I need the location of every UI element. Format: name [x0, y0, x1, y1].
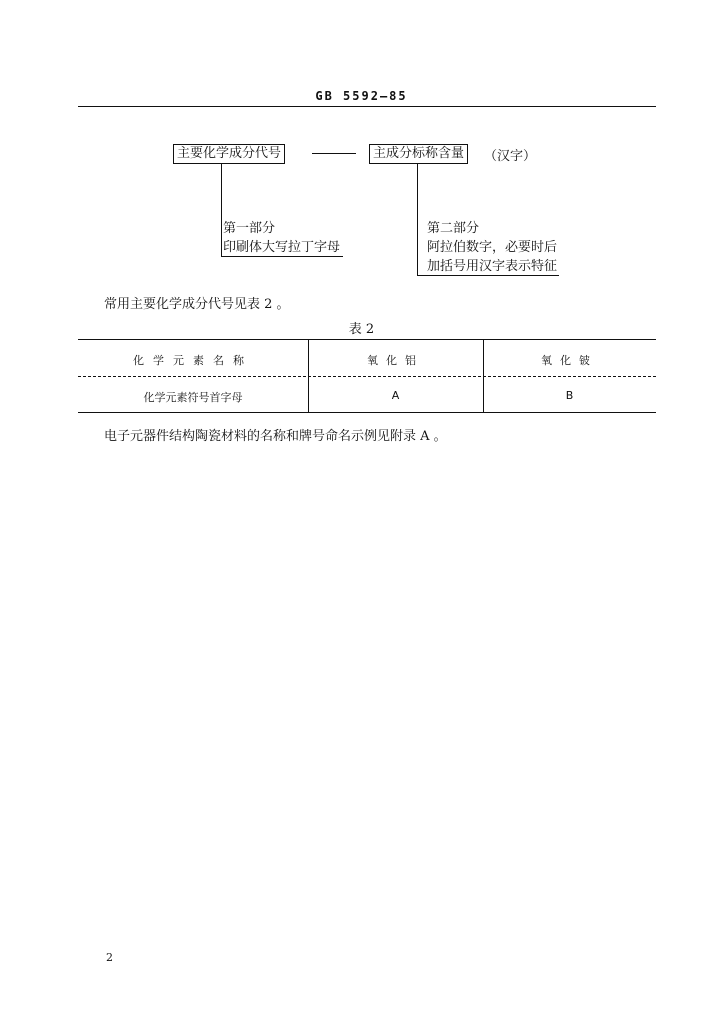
part1-leader-vertical — [221, 164, 222, 256]
table-cell: 化学元素符号首字母 — [143, 391, 243, 404]
table-header-cell: 氧化铍 — [541, 354, 598, 367]
part2-leader-vertical — [417, 164, 418, 275]
connector-dash — [312, 153, 356, 154]
table-cell: A — [391, 389, 400, 402]
table-row-divider — [78, 376, 656, 377]
part1-desc-line: 印刷体大写拉丁字母 — [223, 240, 341, 255]
table-header-cell: 氧化铝 — [367, 354, 424, 367]
part2-note: （汉字） — [484, 149, 537, 164]
page-number: 2 — [106, 951, 113, 964]
part1-box: 主要化学成分代号 — [173, 144, 285, 164]
part2-desc-line: 加括号用汉字表示特征 — [427, 259, 558, 274]
part2-description — [427, 219, 557, 276]
table-header-cell: 化学元素名称 — [133, 354, 253, 367]
body-paragraph: 电子元器件结构陶瓷材料的名称和牌号命名示例见附录 A 。 — [104, 429, 447, 444]
part2-desc-line: 第二部分 — [427, 221, 480, 236]
part1-description — [223, 219, 340, 257]
part2-box: 主成分标称含量 — [369, 144, 468, 164]
header-rule — [78, 106, 656, 107]
table-top-rule — [78, 339, 656, 340]
body-paragraph: 常用主要化学成分代号见表 2 。 — [104, 297, 290, 312]
table-bottom-rule — [78, 412, 656, 413]
table-title: 表 2 — [348, 322, 375, 337]
standard-code: GB 5592—85 — [315, 89, 408, 103]
table-cell: B — [565, 389, 574, 402]
part1-desc-line: 第一部分 — [223, 221, 276, 236]
part2-desc-line: 阿拉伯数字，必要时后 — [427, 240, 558, 255]
